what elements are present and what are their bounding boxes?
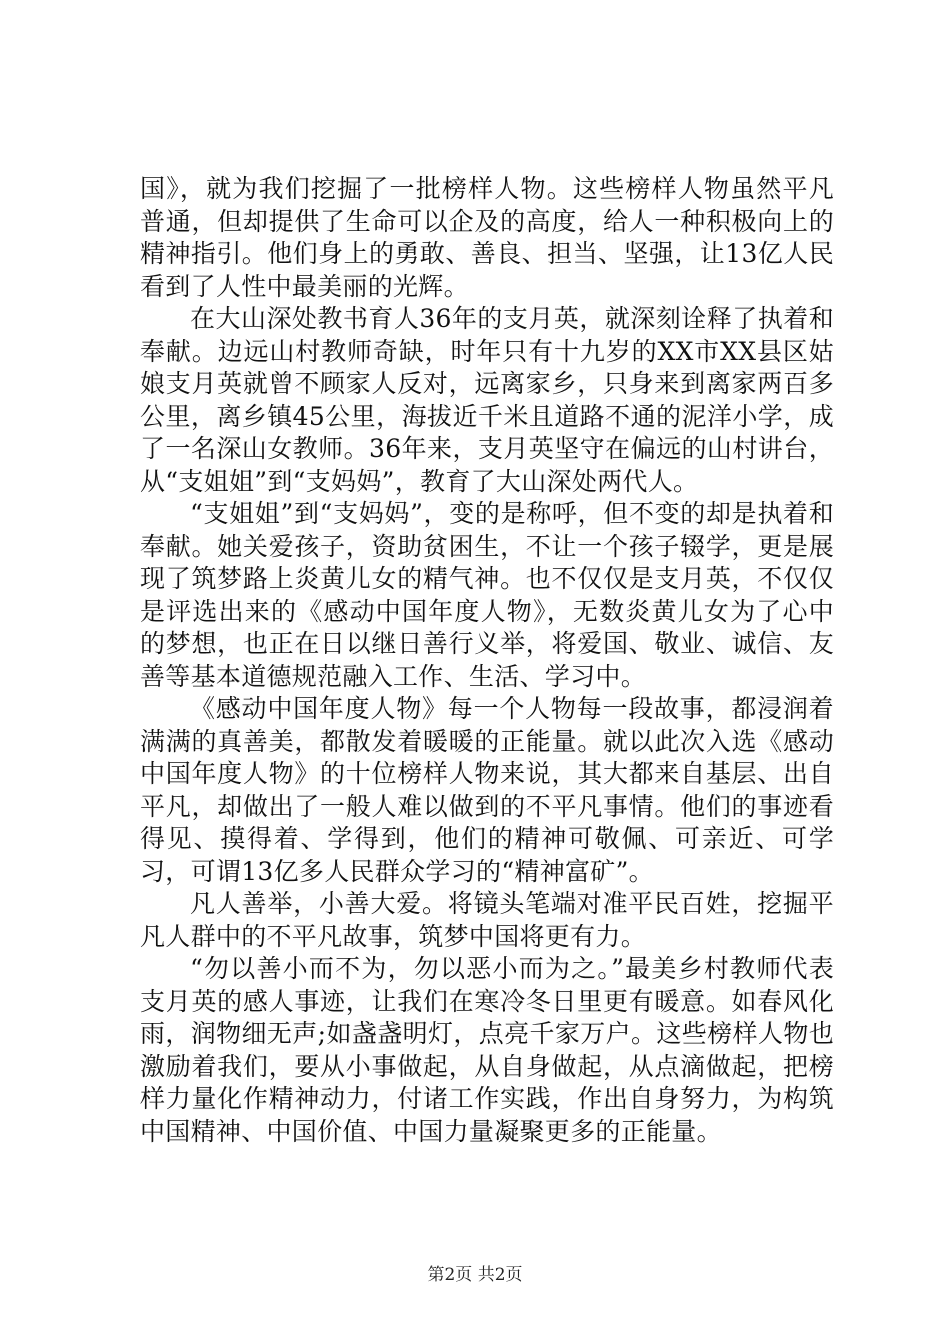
paragraph-2: 在大山深处教书育人36年的支月英，就深刻诠释了执着和奉献。边远山村教师奇缺，时年只有十九岁的XX市XX县区姑娘支月英就曾不顾家人反对，远离家乡，只身来到离家两百多公里，离乡镇45公里，海拔近千米且道路不通的泥洋小学，成了一名深山女教师。36年来，支月英坚守在偏远的山村讲台，从“支姐姐”到“支妈妈”，教育了大山深处两代人。 [140,304,834,496]
paragraph-5: 凡人善举，小善大爱。将镜头笔端对准平民百姓，挖掘平凡人群中的不平凡故事，筑梦中国将更有力。 [140,889,834,951]
paragraph-1: 国》，就为我们挖掘了一批榜样人物。这些榜样人物虽然平凡普通，但却提供了生命可以企及的高度，给人一种积极向上的精神指引。他们身上的勇敢、善良、担当、坚强，让13亿人民看到了人性中最美丽的光辉。 [140,174,834,301]
paragraph-4: 《感动中国年度人物》每一个人物每一段故事，都浸润着满满的真善美，都散发着暖暖的正能量。就以此次入选《感动中国年度人物》的十位榜样人物来说，其大都来自基层、出自平凡，却做出了一般人难以做到的不平凡事情。他们的事迹看得见、摸得着、学得到，他们的精神可敬佩、可亲近、可学习，可谓13亿多人民群众学习的“精神富矿”。 [140,694,834,886]
paragraph-6: “勿以善小而不为，勿以恶小而为之。”最美乡村教师代表支月英的感人事迹，让我们在寒冷冬日里更有暖意。如春风化雨，润物细无声;如盏盏明灯，点亮千家万户。这些榜样人物也激励着我们，要从小事做起，从自身做起，从点滴做起，把榜样力量化作精神动力，付诸工作实践，作出自身努力，为构筑中国精神、中国价值、中国力量凝聚更多的正能量。 [140,954,834,1146]
paragraph-3: “支姐姐”到“支妈妈”，变的是称呼，但不变的却是执着和奉献。她关爱孩子，资助贫困生，不让一个孩子辍学，更是展现了筑梦路上炎黄儿女的精气神。也不仅仅是支月英，不仅仅是评选出来的《感动中国年度人物》，无数炎黄儿女为了心中的梦想，也正在日以继日善行义举，将爱国、敬业、诚信、友善等基本道德规范融入工作、生活、学习中。 [140,499,834,691]
document-body [140,173,834,1148]
page-number-footer: 第2页 共2页 [427,1265,523,1285]
